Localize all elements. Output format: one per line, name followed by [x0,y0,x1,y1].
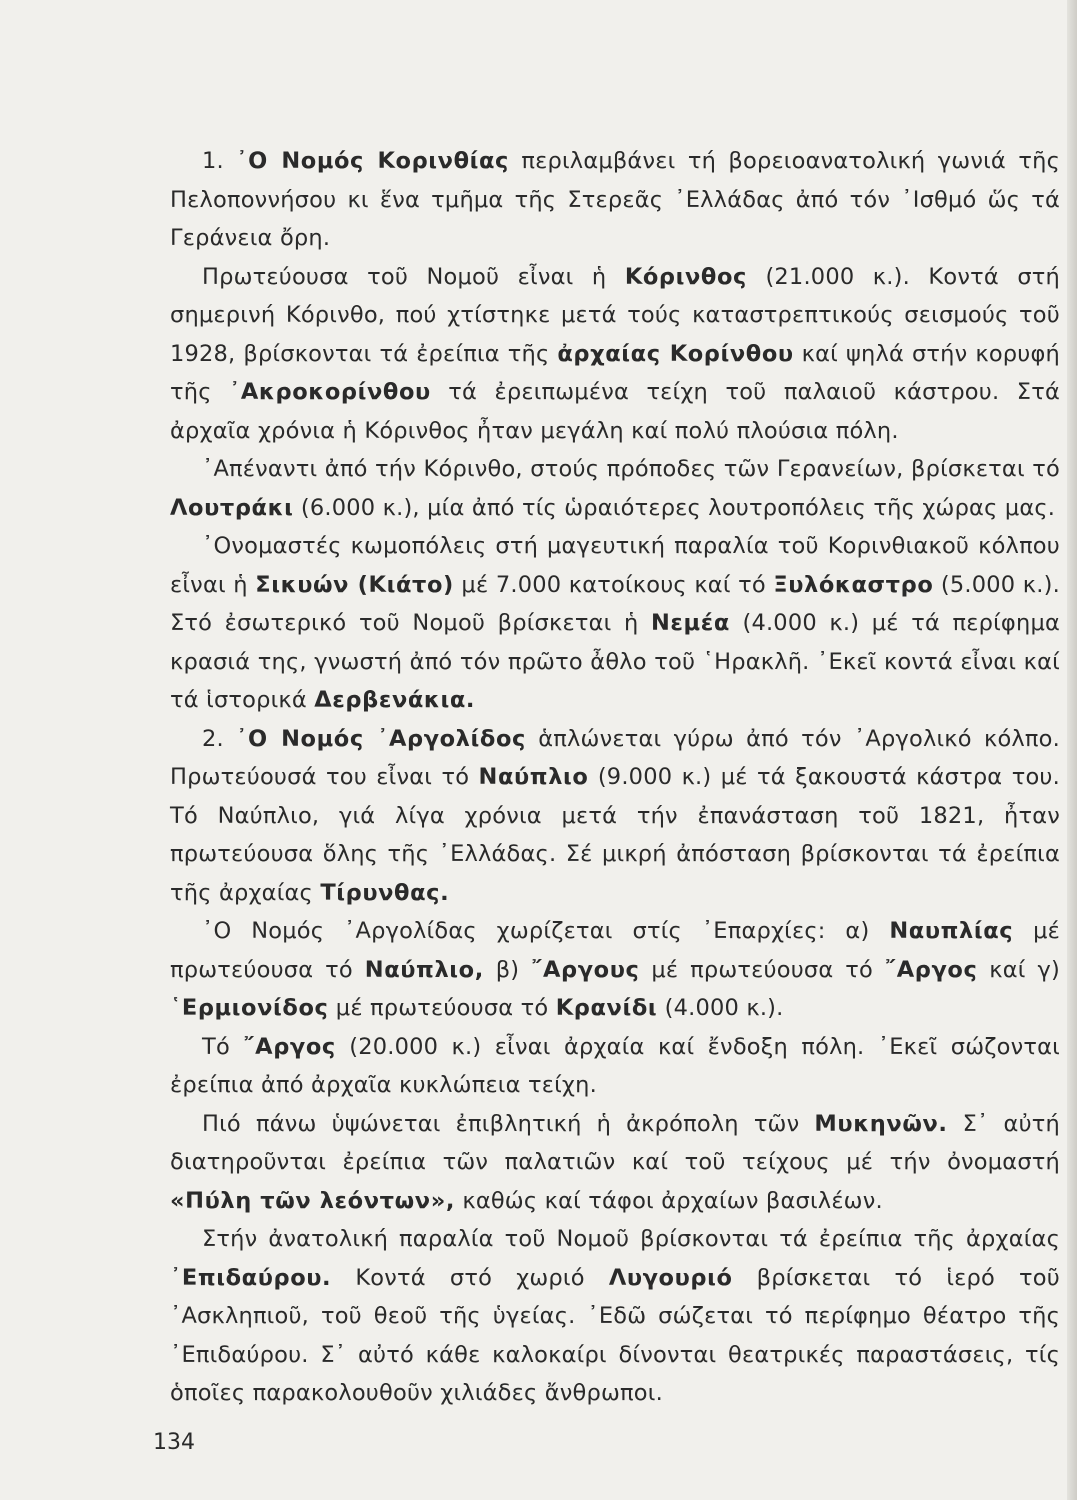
paragraph [170,450,1060,527]
bold-term: ᾽Επιδαύρου. [170,1264,332,1291]
text-run: Σ᾽ αὐτή διατηροῦνται ἐρείπια τῶν παλατιῶν καί τοῦ τείχους μέ τήν ὀνομαστή [170,1110,1060,1175]
text-run: περιλαμβάνει τή βορειοανατολική γωνιά τῆς Πελοποννήσου κι ἕνα τμῆμα τῆς Στερεᾶς ᾽Ελλάδας ἀπό τόν ᾽Ισθμό ὥς τά Γεράνεια ὄρη. [170,148,1060,251]
text-run: καθώς καί τάφοι ἀρχαίων βασιλέων. [455,1187,883,1214]
text-run: (20.000 κ.) εἶναι ἀρχαία καί ἔνδοξη πόλη. ᾽Εκεῖ σώζονται ἐρείπια ἀπό ἀρχαῖα κυκλώπεια τείχη. [170,1033,1061,1098]
text-run: ᾽Ονομαστές κωμοπόλεις στή μαγευτική παραλία τοῦ Κορινθιακοῦ κόλπου εἶναι ἡ [170,533,1060,598]
paragraph [170,1028,1060,1105]
bold-term: Κρανίδι [555,995,658,1021]
text-run: (6.000 κ.), μία ἀπό τίς ὡραιότερες λουτροπόλεις τῆς χώρας μας. [293,494,1056,521]
paragraph [170,1105,1060,1221]
paragraph [170,527,1060,720]
bold-term: ῎Αργος [884,956,978,983]
text-run: τά ἐρειπωμένα τείχη τοῦ παλαιοῦ κάστρου. Στά ἀρχαῖα χρόνια ἡ Κόρινθος ἦταν μεγάλη καί πολύ πλούσια πόλη. [170,379,1060,444]
bold-term: ᾽Ο Νομός ᾽Αργολίδος [236,725,526,752]
bold-term: Ξυλόκαστρο [773,571,934,598]
paragraph [170,720,1060,913]
text-run: Πιό πάνω ὑψώνεται ἐπιβλητική ἡ ἀκρόπολη τῶν [202,1110,815,1137]
body-text [170,142,1060,1413]
bold-term: Λυγουριό [608,1264,733,1291]
text-run: ᾽Ο Νομός ᾽Αργολίδας χωρίζεται στίς ᾽Επαρχίες: α) [202,918,890,944]
text-run: ᾽Απέναντι ἀπό τήν Κόρινθο, στούς πρόποδες τῶν Γερανείων, βρίσκεται τό [202,456,1060,482]
text-run: (9.000 κ.) μέ τά ξακουστά κάστρα του. Τό Ναύπλιο, γιά λίγα χρόνια μετά τήν ἐπανάσταση τοῦ 1821, ἦταν πρωτεύουσα ὅλης τῆς ᾽Ελλάδας. Σέ μικρή ἀπόσταση βρίσκονται τά ἐρείπια τῆς ἀρχαίας [170,764,1060,906]
paragraph [170,1220,1060,1413]
text-run: 2. [202,725,237,752]
page-number: 134 [153,1430,195,1455]
paragraph [170,912,1060,1028]
bold-term: ῎Αργους [531,956,640,983]
bold-term: ἀρχαίας Κορίνθου [557,340,794,367]
bold-term: Ναύπλιο [478,764,589,790]
text-run: Τό [202,1033,244,1060]
bold-term: ῾Ερμιονίδος [170,995,329,1021]
bold-term: Λουτράκι [170,494,294,521]
text-run: (21.000 κ.). Κοντά στή σημερινή Κόρινθο, πού χτίστηκε μετά τούς καταστρεπτικούς σεισμούς τοῦ 1928, βρίσκονται τά ἐρείπια τῆς [170,263,1060,367]
text-run: 1. [202,148,237,174]
text-run: (4.000 κ.) μέ τά περίφημα κρασιά της, γνωστή ἀπό τόν πρῶτο ἆθλο τοῦ ῾Ηρακλῆ. ᾽Εκεῖ κοντά εἶναι καί τά ἱστορικά [170,610,1060,713]
text-run: μέ 7.000 κατοίκους καί τό [453,571,774,598]
bold-term: ᾽Ακροκορίνθου [229,379,431,405]
text-run: (5.000 κ.). Στό ἐσωτερικό τοῦ Νομοῦ βρίσκεται ἡ [170,571,1060,636]
bold-term: Δερβενάκια. [314,687,476,713]
bold-term: Νεμέα [651,610,730,636]
bold-term: Ναύπλιο, [364,956,484,983]
text-run: μέ πρωτεύουσα τό [639,956,885,983]
paragraph [170,258,1060,451]
bold-term: Τίρυνθας. [320,879,450,906]
bold-term: Κόρινθος [624,263,747,290]
page-edge [1067,0,1077,1500]
text-run: (4.000 κ.). [657,995,784,1021]
text-run: καί γ) [977,956,1060,983]
text-run: β) [483,956,532,983]
bold-term: ᾽Ο Νομός Κορινθίας [236,148,509,174]
text-run: ἁπλώνεται γύρω ἀπό τόν ᾽Αργολικό κόλπο. Πρωτεύουσά του εἶναι τό [170,725,1060,790]
text-run: καί ψηλά στήν κορυφή τῆς [170,340,1061,405]
text-run: Κοντά στό χωριό [331,1264,609,1291]
bold-term: Μυκηνῶν. [814,1110,948,1137]
bold-term: ῎Αργος [243,1033,336,1060]
text-run: μέ πρωτεύουσα τό [170,918,1060,983]
bold-term: Σικυών (Κιάτο) [255,571,454,598]
text-run: μέ πρωτεύουσα τό [328,995,556,1021]
text-run: Πρωτεύουσα τοῦ Νομοῦ εἶναι ἡ [202,263,625,290]
bold-term: Ναυπλίας [889,918,1014,944]
text-run: Στήν ἀνατολική παραλία τοῦ Νομοῦ βρίσκονται τά ἐρείπια τῆς ἀρχαίας [202,1226,1060,1252]
text-run: βρίσκεται τό ἱερό τοῦ ᾽Ασκληπιοῦ, τοῦ θεοῦ τῆς ὑγείας. ᾽Εδῶ σώζεται τό περίφημο θέατρο τῆς ᾽Επιδαύρου. Σ᾽ αὐτό κάθε καλοκαίρι δίνονται θεατρικές παραστάσεις, τίς ὁποῖες παρακολουθοῦν χιλιάδες ἄνθρωποι. [170,1264,1060,1406]
paragraph [170,142,1060,258]
bold-term: «Πύλη τῶν λεόντων», [170,1187,455,1214]
